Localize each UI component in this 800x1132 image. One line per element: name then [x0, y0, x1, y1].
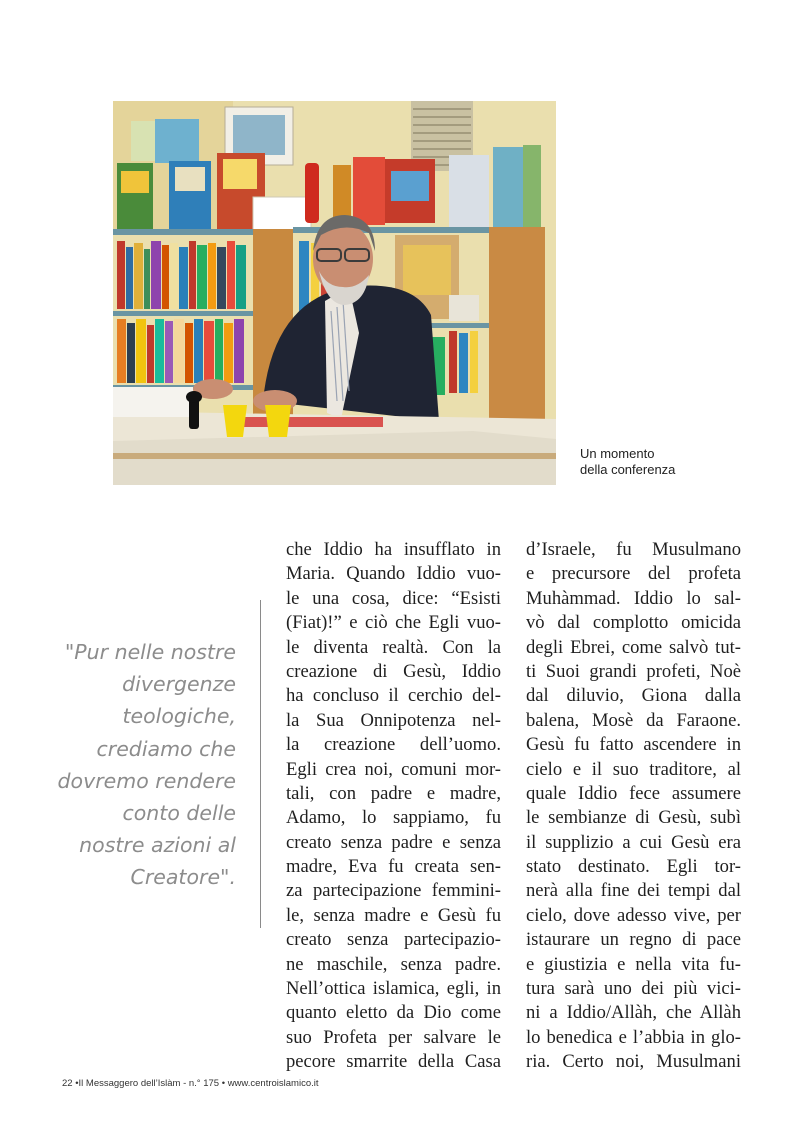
caption-line: della conferenza — [580, 462, 676, 477]
pull-quote-line: dovremo rendere — [57, 768, 236, 793]
article-column-2 — [526, 538, 741, 1075]
text-line: cielo e il suo traditore, al — [526, 758, 741, 780]
text-line: le una cosa, dice: “Esisti — [286, 587, 501, 609]
text-line: Nell’ottica islamica, egli, in — [286, 978, 501, 1000]
text-line: Muhàmmad. Iddio lo sal- — [526, 587, 741, 609]
text-line: pecore smarrite della Casa — [286, 1051, 501, 1073]
text-line: vò dal complotto omicida — [526, 612, 741, 634]
text-line: tura sarà uno dei più vici- — [526, 978, 741, 1000]
text-line: quanto eletto da Dio come — [286, 1002, 501, 1024]
pull-quote-line: Creatore". — [130, 865, 236, 890]
photo-caption — [580, 446, 760, 478]
quote-divider — [260, 600, 261, 928]
text-line: e giustizia e nella vita fu- — [526, 953, 741, 975]
caption-line: Un momento — [580, 446, 655, 461]
text-line: Maria. Quando Iddio vuo- — [286, 563, 501, 585]
pull-quote-line: conto delle — [122, 801, 236, 826]
text-line: nerà alla fine dei tempi dal — [526, 880, 741, 902]
pull-quote-line: "Pur nelle nostre — [64, 640, 236, 664]
text-line: il supplizio a cui Gesù era — [526, 831, 741, 853]
text-line: degli Ebrei, come salvò tut- — [526, 636, 741, 658]
text-line: suo Profeta per salvare le — [286, 1026, 501, 1048]
text-line: le diventa realtà. Con la — [286, 636, 501, 658]
pull-quote-line: teologiche, — [122, 704, 236, 729]
text-line: d’Israele, fu Musulmano — [526, 539, 741, 560]
text-line: (Fiat)!” e ciò che Egli vuo- — [286, 612, 501, 634]
text-line: tali, con padre e madre, — [286, 782, 501, 804]
text-line: creazione di Gesù, Iddio — [286, 660, 501, 682]
text-line: che Iddio ha insufflato in — [286, 539, 501, 560]
text-line: le sembianze di Gesù, subì — [526, 807, 741, 829]
text-line: istaurare un regno di pace — [526, 929, 741, 951]
text-line: madre, Eva fu creata sen- — [286, 856, 501, 878]
text-line: le, senza madre e Gesù fu — [286, 904, 501, 926]
text-line: cielo, dove adesso vive, per — [526, 904, 741, 926]
pull-quote — [30, 636, 236, 894]
text-line: la creazione dell’uomo. — [286, 734, 501, 756]
pull-quote-line: nostre azioni al — [79, 833, 236, 858]
conference-photo — [113, 101, 556, 485]
text-line: lo benedica e l’abbia in glo- — [526, 1026, 741, 1048]
text-line: ti Suoi grandi profeti, Noè — [526, 660, 741, 682]
text-line: ne maschile, senza padre. — [286, 953, 501, 975]
text-line: creato senza padre e senza — [286, 831, 501, 853]
text-line: balena, Mosè da Faraone. — [526, 709, 741, 731]
page-footer: 22 •Il Messaggero dell’Islàm - n.° 175 • www.centroislamico.it — [62, 1078, 319, 1089]
text-line: ni a Iddio/Allàh, che Allàh — [526, 1002, 741, 1024]
text-line: ha concluso il cerchio del- — [286, 685, 501, 707]
text-line: quale Iddio fece assumere — [526, 782, 741, 804]
text-line: Gesù fu fatto ascendere in — [526, 734, 741, 756]
text-line: la Sua Onnipotenza nel- — [286, 709, 501, 731]
article-column-1 — [286, 538, 501, 1075]
text-line: za partecipazione femmini- — [286, 880, 501, 902]
pull-quote-line: divergenze — [122, 672, 236, 697]
text-line: dal diluvio, Giona dalla — [526, 685, 741, 707]
text-line: creato senza partecipazio- — [286, 929, 501, 951]
pull-quote-line: crediamo che — [96, 736, 236, 761]
text-line: stato destinato. Egli tor- — [526, 856, 741, 878]
text-line: e precursore del profeta — [526, 563, 741, 585]
text-line: ria. Certo noi, Musulmani — [526, 1051, 741, 1073]
text-line: Adamo, lo sappiamo, fu — [286, 807, 501, 829]
text-line: Egli crea noi, comuni mor- — [286, 758, 501, 780]
